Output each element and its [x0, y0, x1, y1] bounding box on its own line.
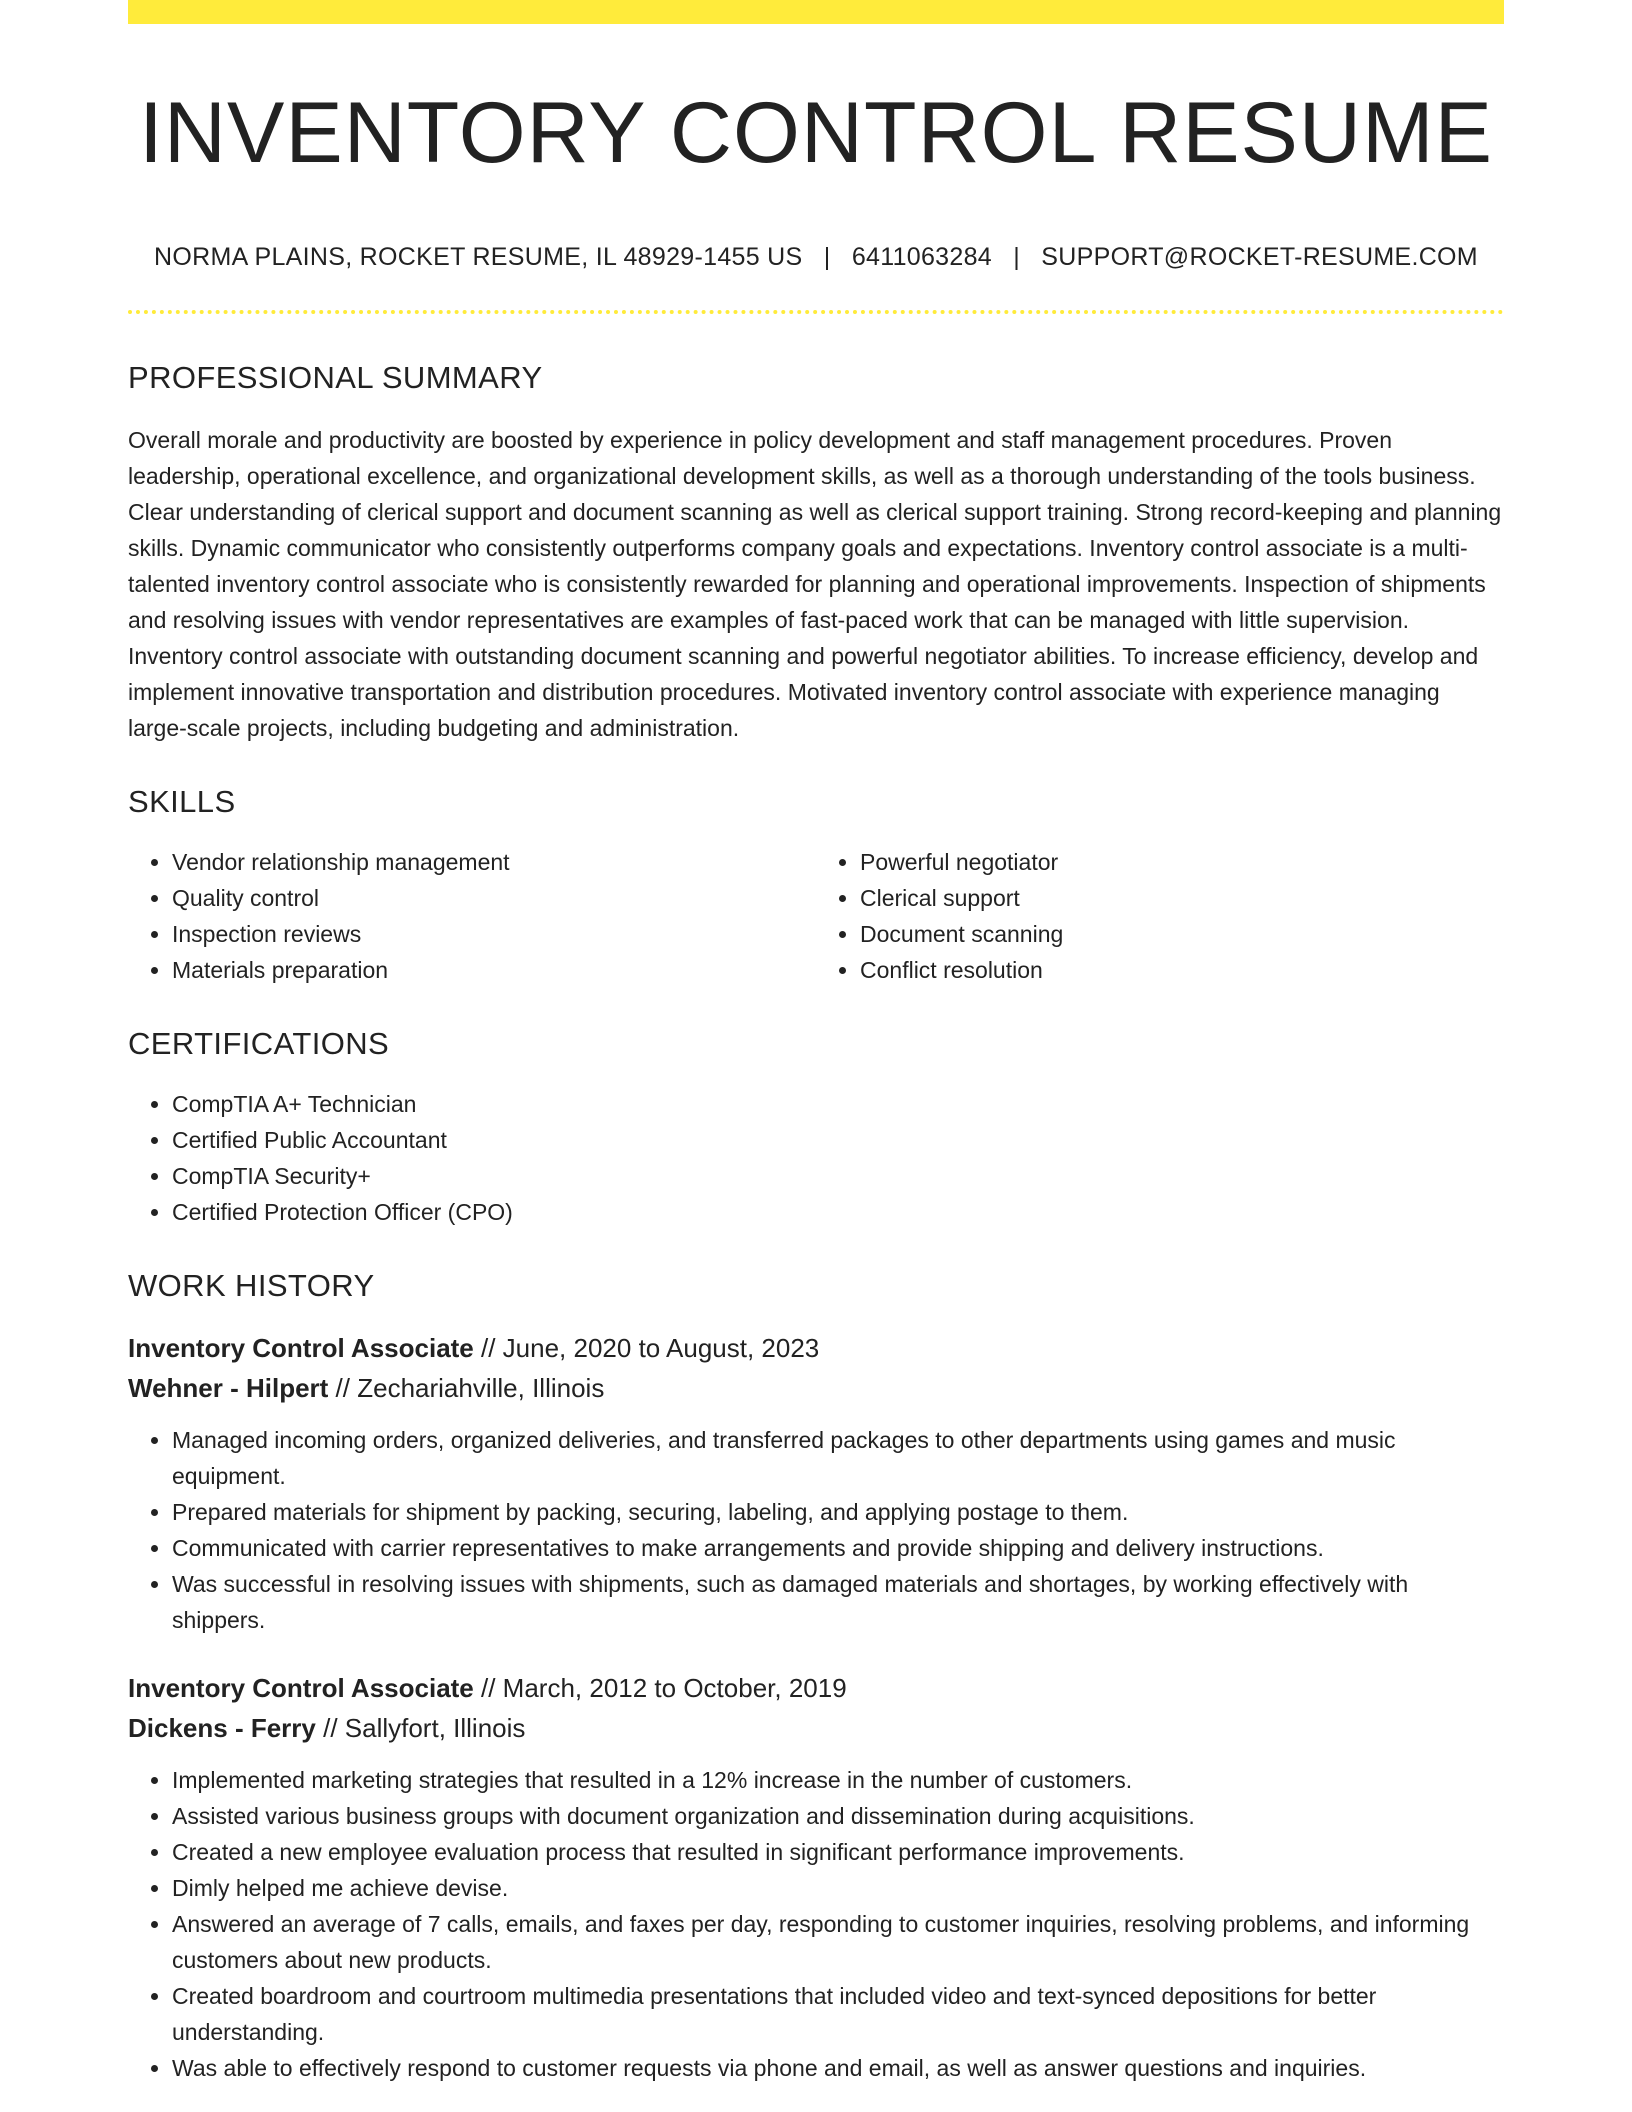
job-dates: // June, 2020 to August, 2023 [473, 1332, 820, 1363]
skill-item: • Conflict resolution [860, 952, 1504, 988]
job-bullet: • Was able to effectively respond to customer requests via phone and email, as well as answer questions and inquiries. [172, 2050, 1504, 2086]
job-company: Dickens - Ferry [128, 1712, 316, 1743]
job-company-line [128, 1708, 1504, 1748]
skills-heading: SKILLS [128, 783, 236, 819]
job-title-line [128, 1328, 1504, 1368]
job-bullets [128, 1422, 1504, 1638]
skills-section [128, 784, 1504, 988]
job-company: Wehner - Hilpert [128, 1372, 329, 1403]
contact-address: NORMA PLAINS, ROCKET RESUME, IL 48929-1455 US [154, 242, 803, 271]
job-bullet: • Prepared materials for shipment by packing, securing, labeling, and applying postage to them. [172, 1494, 1504, 1530]
resume-title: INVENTORY CONTROL RESUME [138, 85, 1494, 181]
skills-list-right [816, 844, 1504, 988]
job-entry [128, 1328, 1504, 1638]
contact-separator: | [1013, 242, 1021, 271]
certification-item: • CompTIA Security+ [172, 1158, 1504, 1194]
job-bullet: • Managed incoming orders, organized deliveries, and transferred packages to other departments using games and music equipment. [172, 1422, 1504, 1494]
job-bullet: • Dimly helped me achieve devise. [172, 1870, 1504, 1906]
skill-item: • Clerical support [860, 880, 1504, 916]
summary-section [128, 360, 1504, 746]
skill-item: • Powerful negotiator [860, 844, 1504, 880]
job-title: Inventory Control Associate [128, 1672, 474, 1703]
job-bullet: • Was successful in resolving issues with shipments, such as damaged materials and shortages, by working effectively with shippers. [172, 1566, 1504, 1638]
resume-content [128, 0, 1504, 2086]
job-bullet: • Communicated with carrier representatives to make arrangements and provide shipping and delivery instructions. [172, 1530, 1504, 1566]
job-entry [128, 1668, 1504, 2086]
skill-item: • Vendor relationship management [172, 844, 816, 880]
certifications-heading: CERTIFICATIONS [128, 1025, 390, 1061]
skill-item: • Materials preparation [172, 952, 816, 988]
job-title: Inventory Control Associate [128, 1332, 474, 1363]
job-bullet: • Created boardroom and courtroom multimedia presentations that included video and text-synced depositions for better understanding. [172, 1978, 1504, 2050]
job-bullet: • Answered an average of 7 calls, emails, and faxes per day, responding to customer inquiries, resolving problems, and informing customers about new products. [172, 1906, 1504, 1978]
work-history-section [128, 1268, 1504, 2086]
job-bullets [128, 1762, 1504, 2086]
certification-item: • Certified Public Accountant [172, 1122, 1504, 1158]
job-location: // Zechariahville, Illinois [328, 1372, 605, 1403]
certification-item: • Certified Protection Officer (CPO) [172, 1194, 1504, 1230]
job-title-line [128, 1668, 1504, 1708]
skills-list-left [128, 844, 816, 988]
job-location: // Sallyfort, Illinois [315, 1712, 526, 1743]
job-bullet: • Assisted various business groups with document organization and dissemination during acquisitions. [172, 1798, 1504, 1834]
skills-columns [128, 844, 1504, 988]
skill-item: • Inspection reviews [172, 916, 816, 952]
contact-phone: 6411063284 [851, 242, 992, 271]
contact-line [128, 243, 1504, 272]
job-dates: // March, 2012 to October, 2019 [473, 1672, 847, 1703]
job-bullet: • Implemented marketing strategies that resulted in a 12% increase in the number of customers. [172, 1762, 1504, 1798]
job-bullet: • Created a new employee evaluation process that resulted in significant performance improvements. [172, 1834, 1504, 1870]
work-history-heading: WORK HISTORY [128, 1267, 375, 1303]
certifications-section [128, 1026, 1504, 1230]
contact-email: SUPPORT@ROCKET-RESUME.COM [1041, 242, 1478, 271]
accent-top-bar [128, 0, 1504, 24]
job-company-line [128, 1368, 1504, 1408]
certification-item: • CompTIA A+ Technician [172, 1086, 1504, 1122]
dotted-divider [128, 310, 1504, 314]
certifications-list [128, 1086, 1504, 1230]
summary-text: Overall morale and productivity are boosted by experience in policy development and staff management procedures. Proven leadership, operational excellence, and organizational development skills, as well as a thorough understanding of the tools business. Clear understanding of clerical support and document scanning as well as clerical support training. Strong record-keeping and planning skills. Dynamic communicator who consistently outperforms company goals and expectations. Inventory control associate is a multi-talented inventory control associate who is consistently rewarded for planning and operational improvements. Inspection of shipments and resolving issues with vendor representatives are examples of fast-paced work that can be managed with little supervision. Inventory control associate with outstanding document scanning and powerful negotiator abilities. To increase efficiency, develop and implement innovative transportation and distribution procedures. Motivated inventory control associate with experience managing large-scale projects, including budgeting and administration. [128, 426, 1502, 741]
skill-item: • Quality control [172, 880, 816, 916]
contact-separator: | [823, 242, 831, 271]
skill-item: • Document scanning [860, 916, 1504, 952]
summary-heading: PROFESSIONAL SUMMARY [128, 359, 543, 395]
